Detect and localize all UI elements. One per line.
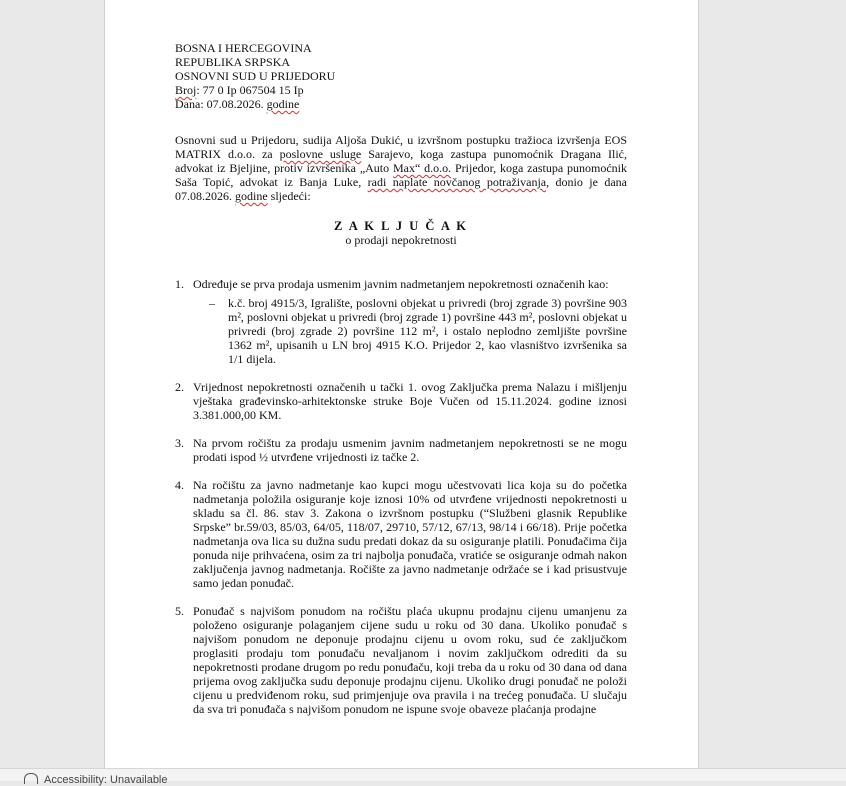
court-header: [175, 41, 627, 111]
intro-text-1: Osnovni sud u Prijedoru, sudija Aljoša Dukić, u izvršnom postupku tražioca izvršenja EOS MATRIX d.o.o. za: [175, 133, 627, 161]
item-number: 2.: [175, 380, 184, 394]
list-item: [175, 604, 627, 716]
date-godine: godine: [266, 97, 300, 111]
intro-text-7: , donio je dana 07.08.2026.: [175, 175, 627, 203]
item-number: 1.: [175, 277, 184, 291]
document-title: Z A K L J U Č A K: [333, 219, 469, 233]
case-number-label: Broj: [175, 83, 197, 97]
item-text: Na ročištu za javno nadmetanje kao kupci mogu učestvovati lica koja su do početka nadmetanja položila osiguranje koje iznosi 10% od utvrđene vrijednosti nepokretnosti u skladu sa čl. 86. stav 3. Zakona o izvršnom postupku (“Službeni glasnik Republike Srpske” br.59/03, 85/03, 64/05, 118/07, 29710, 57/12, 67/13, 98/14 i 66/18). Prije početka nadmetanja ova lica su dužna sudu predati dokaz da su osiguranje platili. Ponuđačima čija ponuda nije prihvaćena, osim za tri najbolja ponuđača, vratiće se osiguranje odmah nakon zaključenja javnog nadmetanja. Ročište za javno nadmetanje održaće se i kad prisustvuje samo jedan ponuđač.: [193, 478, 627, 590]
document-date: [175, 97, 627, 111]
intro-text-9: sljedeći:: [267, 189, 311, 203]
header-line-1: BOSNA I HERCEGOVINA: [175, 41, 312, 55]
intro-text-4: Max“ d.o.o.: [392, 161, 452, 175]
case-number-value: : 77 0 Ip 067504 15 Ip: [196, 83, 304, 97]
header-line-3: OSNOVNI SUD U PRIJEDORU: [175, 69, 336, 83]
sub-list-item: [209, 296, 627, 366]
document-body: [175, 41, 627, 730]
list-item: [175, 436, 627, 464]
accessibility-status[interactable]: Accessibility: Unavailable: [44, 774, 168, 786]
item-text: Vrijednost nepokretnosti označenih u tački 1. ovog Zaključka prema Nalazu i mišljenju vještaka građevinsko-arhitektonske struke Boje Vučen od 15.11.2024. godine iznosi 3.381.000,00 KM.: [193, 380, 627, 422]
item-text: Na prvom ročištu za prodaju usmenim javnim nadmetanjem nepokretnosti se ne mogu prodati ispod ½ utvrđene vrijednosti iz tačke 2.: [193, 436, 627, 464]
list-item: [175, 478, 627, 590]
dash-bullet: –: [209, 296, 215, 310]
list-item: [175, 380, 627, 422]
header-line-2: REPUBLIKA SRPSKA: [175, 55, 291, 69]
status-bar: [0, 768, 846, 786]
date-text: Dana: 07.08.2026.: [175, 97, 267, 111]
case-number: [175, 83, 627, 97]
sub-item-text: k.č. broj 4915/3, Igralište, poslovni objekat u privredi (broj zgrade 3) površine 903 m², poslovni objekat u privredi (broj zgrade 1) površine 443 m², poslovni objekat u privredi (broj zgrade 2) površine 112 m², i ostalo neplodno zemljište površine 1362 m², upisanih u LN broj 4915 K.O. Prijedor 2, kao vlasništvo izvršenika sa 1/1 dijela.: [228, 296, 627, 366]
item-number: 5.: [175, 604, 184, 618]
decision-list: [175, 277, 627, 716]
intro-text-2: poslovne usluge: [279, 147, 362, 161]
item-text: Ponuđač s najvišom ponudom na ročištu plaća ukupnu prodajnu cijenu umanjenu za položeno osiguranje polaganjem cijene sudu u roku od 30 dana. Ukoliko ponuđač s najvišom ponudom ne deponuje prodajnu cijenu u ovom roku, sud će zaključkom proglasiti prodaju tom ponuđaču nevaljanom i novim zaključkom odrediti da su nepokretnosti prodane drugom po redu ponuđaču, koji treba da u roku od 30 dana od dana prijema ovog zaključka sudu deponuje prodajnu cijenu. Ukoliko drugi ponuđač ne položi cijenu u predviđenom roku, sud primjenjuje ova pravila i na trećeg ponuđača. U slučaju da sva tri ponuđača s najvišom ponudom ne ispune svoje obaveze plaćanja prodajne: [193, 604, 627, 716]
intro-text-6: radi naplate novčanog potraživanja: [367, 175, 547, 189]
document-subtitle: o prodaji nepokretnosti: [345, 233, 457, 247]
item-number: 4.: [175, 478, 184, 492]
accessibility-icon[interactable]: [24, 773, 38, 784]
item-text: Određuje se prva prodaja usmenim javnim nadmetanjem nepokretnosti označenih kao:: [193, 277, 609, 291]
list-item: [175, 277, 627, 366]
item-number: 3.: [175, 436, 184, 450]
intro-text-3: Sarajevo, koga zastupa punomoćnik Dragana Ilić, advokat iz Bjeljine, protiv izvršenika „Auto: [175, 147, 628, 175]
intro-paragraph: [175, 133, 627, 203]
document-page: [104, 0, 699, 768]
intro-text-8: godine: [235, 189, 268, 203]
intro-text-5: Prijedor, koga zastupa punomoćnik Saša Topić, advokat iz Banja Luke,: [175, 161, 627, 189]
